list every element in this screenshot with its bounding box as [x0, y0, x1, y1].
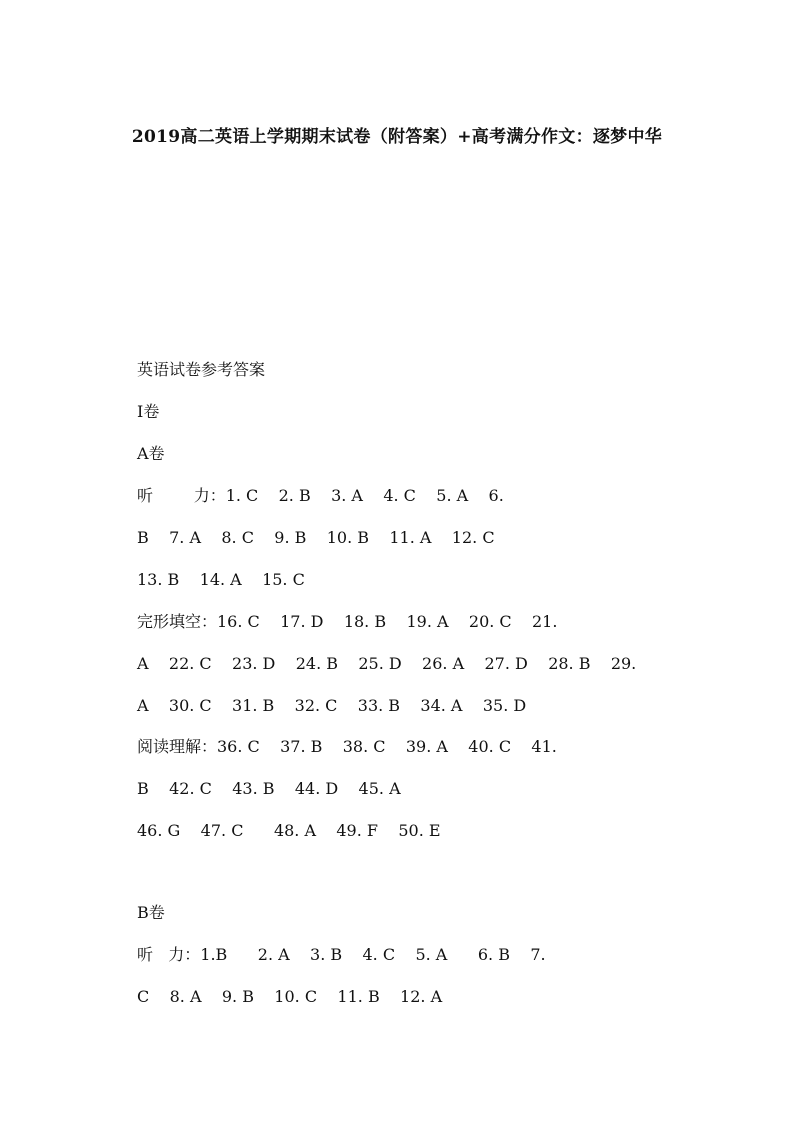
section-label-paper-b: B卷	[137, 903, 165, 922]
section-label-volume-i: I卷	[137, 402, 160, 421]
answer-line-cloze-2: A 22. C 23. D 24. B 25. D 26. A 27. D 28. B 29.	[137, 654, 637, 673]
document-title: 2019高二英语上学期期末试卷（附答案）+高考满分作文：逐梦中华	[131, 127, 663, 147]
answer-line-listening-a-1: 听 力：1. C 2. B 3. A 4. C 5. A 6.	[137, 486, 504, 505]
answer-line-listening-b-1: 听 力：1.B 2. A 3. B 4. C 5. A 6. B 7.	[137, 945, 546, 964]
answer-line-cloze-1: 完形填空：16. C 17. D 18. B 19. A 20. C 21.	[137, 612, 558, 631]
answer-line-listening-a-3: 13. B 14. A 15. C	[137, 570, 305, 589]
answer-line-listening-a-2: B 7. A 8. C 9. B 10. B 11. A 12. C	[137, 528, 495, 547]
answer-line-reading-1: 阅读理解：36. C 37. B 38. C 39. A 40. C 41.	[137, 737, 557, 756]
section-label-paper-a: A卷	[137, 444, 165, 463]
answer-key-heading: 英语试卷参考答案	[137, 360, 266, 379]
answer-line-listening-b-2: C 8. A 9. B 10. C 11. B 12. A	[137, 987, 443, 1006]
answer-line-reading-2: B 42. C 43. B 44. D 45. A	[137, 779, 401, 798]
answer-line-reading-3: 46. G 47. C 48. A 49. F 50. E	[137, 821, 441, 840]
answer-line-cloze-3: A 30. C 31. B 32. C 33. B 34. A 35. D	[137, 696, 527, 715]
